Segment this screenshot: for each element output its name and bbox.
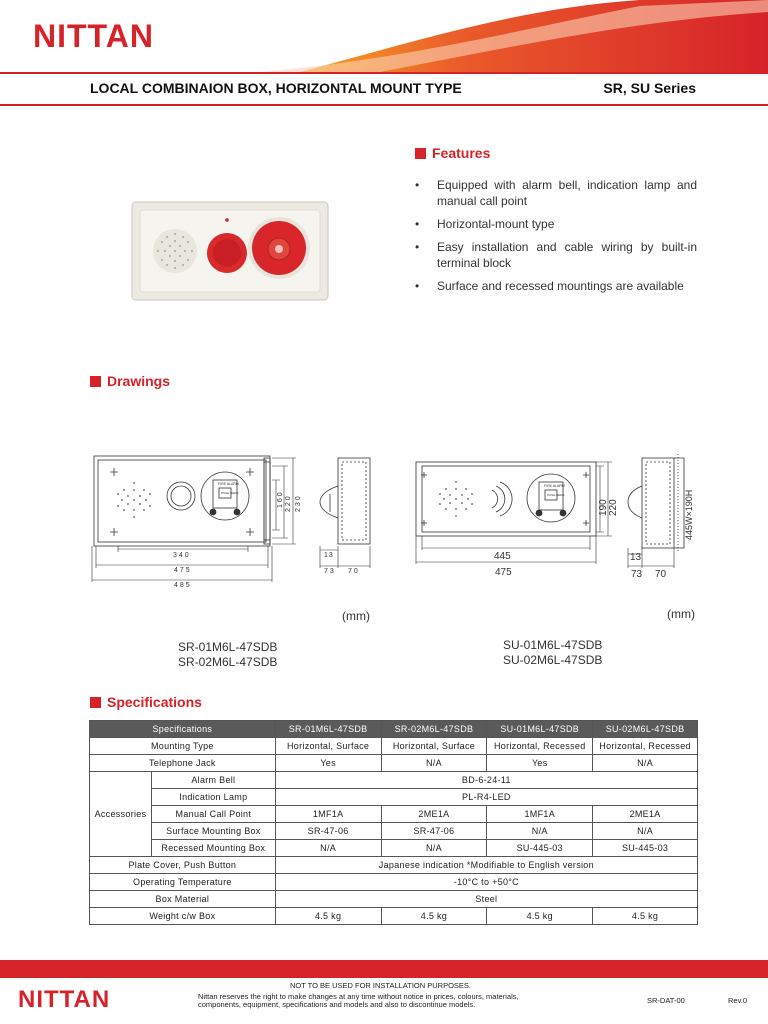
- speaker-grille-drawing: [117, 482, 151, 518]
- table-cell: PL-R4-LED: [275, 789, 697, 806]
- dim-70: 70: [348, 568, 360, 575]
- table-cell: N/A: [381, 840, 487, 857]
- row-label: Indication Lamp: [151, 789, 275, 806]
- table-cell: -10°C to +50°C: [275, 874, 697, 891]
- table-cell: N/A: [593, 823, 698, 840]
- section-marker-icon: [90, 376, 101, 387]
- unit-label: (mm): [667, 607, 695, 621]
- label-fire-alarm: FIRE ALARM: [544, 484, 565, 488]
- table-cell: 2ME1A: [593, 806, 698, 823]
- table-cell: SR-47-06: [381, 823, 487, 840]
- column-header: SU-02M6L-47SDB: [593, 721, 698, 738]
- row-label: Telephone Jack: [90, 755, 276, 772]
- dim-475: 475: [495, 567, 512, 578]
- model-sr-02: SR-02M6L-47SDB: [178, 655, 278, 669]
- brand-logo: NITTAN: [33, 18, 154, 54]
- dim-190: 190: [598, 499, 609, 516]
- drawings-heading-label: Drawings: [107, 373, 171, 389]
- model-su-02: SU-02M6L-47SDB: [503, 653, 603, 667]
- footer-logo: NITTAN: [18, 986, 111, 1013]
- table-row: [90, 789, 698, 806]
- table-row: [90, 908, 698, 925]
- table-cell: Japanese indication *Modifiable to English version: [275, 857, 697, 874]
- dim-73: 73: [631, 569, 643, 580]
- row-label: Alarm Bell: [151, 772, 275, 789]
- series-label: SR, SU Series: [603, 80, 696, 96]
- drawing-su: [410, 450, 700, 585]
- table-cell: Yes: [275, 755, 381, 772]
- dim-340: 340: [173, 552, 191, 559]
- dim-220: 220: [608, 499, 619, 516]
- dim-13: 13: [324, 552, 334, 559]
- table-row: [90, 874, 698, 891]
- row-label: Recessed Mounting Box: [151, 840, 275, 857]
- footer-band: [0, 960, 768, 978]
- drawings-heading: [90, 373, 170, 389]
- table-cell: 4.5 kg: [487, 908, 593, 925]
- table-cell: N/A: [381, 755, 487, 772]
- table-cell: Steel: [275, 891, 697, 908]
- table-row: [90, 772, 698, 789]
- row-label: Surface Mounting Box: [151, 823, 275, 840]
- table-row: [90, 857, 698, 874]
- model-su-01: SU-01M6L-47SDB: [503, 638, 603, 652]
- recess-box-size: 445W×190H: [684, 489, 694, 540]
- table-cell: N/A: [593, 755, 698, 772]
- feature-item: • Equipped with alarm bell, indication lamp and manual call point: [415, 177, 697, 209]
- table-row: [90, 840, 698, 857]
- table-row: [90, 823, 698, 840]
- label-fire-alarm: FIRE ALARM: [218, 482, 239, 486]
- revision: Rev.0: [728, 996, 748, 1005]
- section-marker-icon: [90, 697, 101, 708]
- table-row: [90, 755, 698, 772]
- table-cell: Horizontal, Surface: [381, 738, 487, 755]
- row-label: Weight c/w Box: [90, 908, 276, 925]
- row-label: Manual Call Point: [151, 806, 275, 823]
- unit-label: (mm): [342, 609, 370, 623]
- table-cell: 4.5 kg: [593, 908, 698, 925]
- features-list: [415, 177, 697, 301]
- table-cell: Yes: [487, 755, 593, 772]
- table-cell: Horizontal, Recessed: [487, 738, 593, 755]
- row-label: Box Material: [90, 891, 276, 908]
- label-push-here: PUSH HERE: [547, 493, 565, 497]
- table-cell: N/A: [487, 823, 593, 840]
- table-cell: SU-445-03: [487, 840, 593, 857]
- table-cell: Horizontal, Surface: [275, 738, 381, 755]
- column-header: SR-01M6L-47SDB: [275, 721, 381, 738]
- drawing-sr: [88, 450, 378, 595]
- table-row: [90, 806, 698, 823]
- table-cell: 2ME1A: [381, 806, 487, 823]
- specifications-heading-label: Specifications: [107, 694, 202, 710]
- dim-220: 220: [285, 494, 292, 512]
- doc-code: SR-DAT-00: [647, 996, 685, 1005]
- features-heading-label: Features: [432, 145, 491, 161]
- label-push-here: PUSH HERE: [221, 491, 239, 495]
- dim-160: 160: [277, 490, 284, 508]
- section-marker-icon: [415, 148, 426, 159]
- table-row: [90, 891, 698, 908]
- feature-item: • Horizontal-mount type: [415, 216, 697, 232]
- row-label: Operating Temperature: [90, 874, 276, 891]
- specifications-heading: [90, 694, 202, 710]
- row-group-label: Accessories: [90, 772, 152, 857]
- dim-73: 73: [324, 568, 336, 575]
- specifications-table: [89, 720, 698, 925]
- feature-item: • Surface and recessed mountings are available: [415, 278, 697, 294]
- page-title: LOCAL COMBINAION BOX, HORIZONTAL MOUNT TYPE: [90, 80, 462, 96]
- table-cell: 1MF1A: [487, 806, 593, 823]
- dim-485: 485: [174, 582, 192, 589]
- table-cell: 4.5 kg: [275, 908, 381, 925]
- footer-notice: NOT TO BE USED FOR INSTALLATION PURPOSES.: [290, 981, 472, 990]
- column-header: Specifications: [90, 721, 276, 738]
- table-cell: 1MF1A: [275, 806, 381, 823]
- footer-disclaimer: Nittan reserves the right to make changes at any time without notice in prices, colours, materials,: [198, 992, 519, 1001]
- column-header: SU-01M6L-47SDB: [487, 721, 593, 738]
- table-row: [90, 738, 698, 755]
- table-cell: SU-445-03: [593, 840, 698, 857]
- speaker-grille-drawing: [439, 481, 473, 517]
- table-header-row: [90, 721, 698, 738]
- feature-item: • Easy installation and cable wiring by built-in terminal block: [415, 239, 697, 271]
- features-heading: [415, 145, 490, 161]
- table-cell: 4.5 kg: [381, 908, 487, 925]
- dim-475: 475: [174, 567, 192, 574]
- dim-445: 445: [494, 551, 511, 562]
- dim-13: 13: [630, 552, 642, 563]
- table-cell: SR-47-06: [275, 823, 381, 840]
- row-label: Mounting Type: [90, 738, 276, 755]
- dim-230: 230: [295, 494, 302, 512]
- table-cell: BD-6-24-11: [275, 772, 697, 789]
- table-cell: N/A: [275, 840, 381, 857]
- dim-70: 70: [655, 569, 667, 580]
- row-label: Plate Cover, Push Button: [90, 857, 276, 874]
- footer-disclaimer: components, equipment, specifications and models and also to discontinue models.: [198, 1000, 476, 1009]
- table-cell: Horizontal, Recessed: [593, 738, 698, 755]
- model-sr-01: SR-01M6L-47SDB: [178, 640, 278, 654]
- column-header: SR-02M6L-47SDB: [381, 721, 487, 738]
- product-photo: [130, 200, 330, 302]
